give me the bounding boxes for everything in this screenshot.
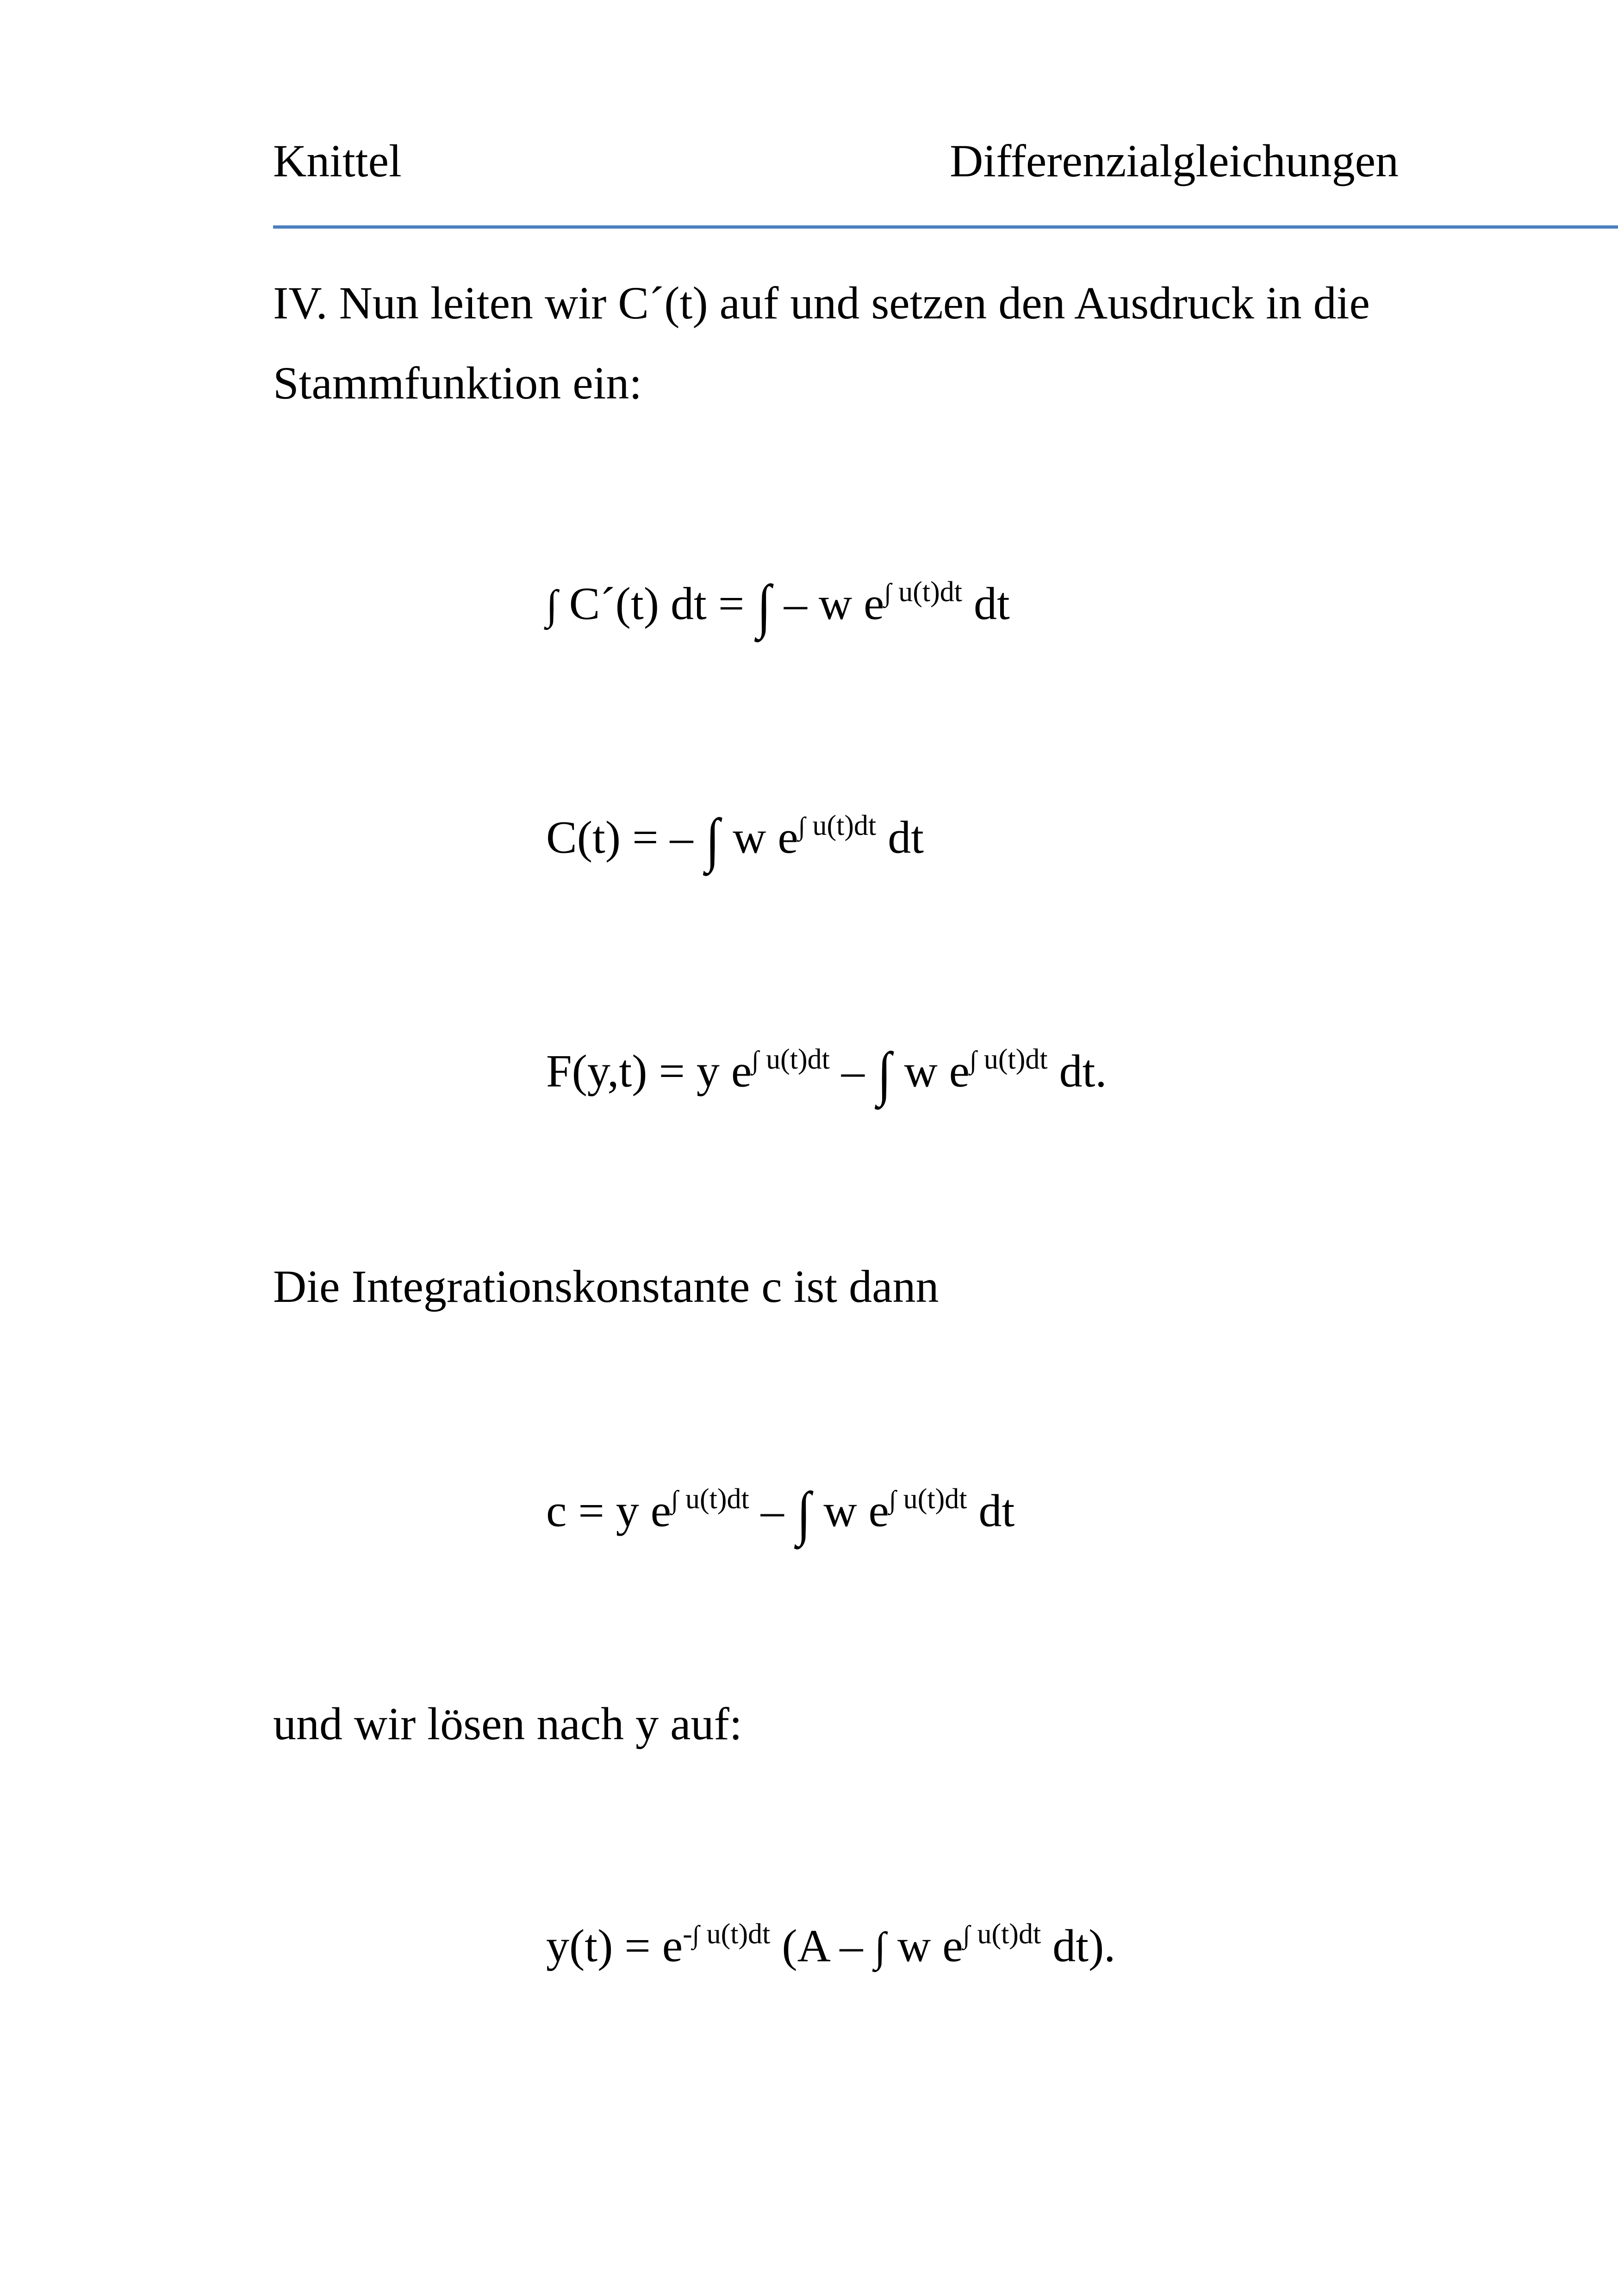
header-rule xyxy=(273,225,1618,229)
equation-5-exponent-1: -∫ u(t)dt xyxy=(683,1918,771,1950)
equation-1-dt: dt xyxy=(974,578,1010,629)
equation-5 xyxy=(546,1918,1116,1972)
equation-3-lhs: F(y,t) = y e xyxy=(546,1045,752,1097)
equation-3-minus: – xyxy=(841,1045,865,1097)
integral-sign: ∫ xyxy=(970,1045,977,1075)
paragraph-line-2: Stammfunktion ein: xyxy=(273,357,642,409)
equation-1-term: – w e xyxy=(784,578,884,629)
paragraph-line-3: Die Integrationskonstante c ist dann xyxy=(273,1261,939,1312)
integral-sign: ∫ xyxy=(877,1040,891,1107)
equation-1-lhs: C´(t) dt = xyxy=(569,578,745,629)
equation-5-dt: dt). xyxy=(1052,1920,1116,1972)
integral-sign: ∫ xyxy=(692,1921,700,1949)
integral-sign: ∫ xyxy=(874,1924,886,1971)
equation-3-exponent-1: ∫ u(t)dt xyxy=(752,1043,830,1075)
integral-sign: ∫ xyxy=(797,1480,811,1547)
equation-5-paren: (A – xyxy=(782,1920,863,1972)
equation-5-exponent-2: ∫ u(t)dt xyxy=(963,1918,1041,1950)
integral-sign: ∫ xyxy=(889,1485,896,1514)
integral-sign: ∫ xyxy=(706,807,720,873)
integral-sign: ∫ xyxy=(798,812,806,841)
equation-4-minus: – xyxy=(760,1485,784,1537)
equation-4-lhs: c = y e xyxy=(546,1485,672,1537)
equation-4-dt: dt xyxy=(978,1485,1015,1537)
equation-1-exponent: ∫ u(t)dt xyxy=(884,576,963,608)
header-title: Differenzialgleichungen xyxy=(950,135,1399,187)
integral-sign: ∫ xyxy=(757,573,772,640)
equation-5-lhs: y(t) = e xyxy=(546,1920,683,1972)
equation-2 xyxy=(546,807,924,873)
equation-4 xyxy=(546,1480,1015,1547)
equation-3-term: w e xyxy=(904,1045,970,1097)
paragraph-line-1: IV. Nun leiten wir C´(t) auf und setzen den Ausdruck in die xyxy=(273,277,1370,329)
equation-3-exponent-2: ∫ u(t)dt xyxy=(970,1043,1048,1075)
integral-sign: ∫ xyxy=(671,1485,678,1514)
equation-4-term: w e xyxy=(823,1485,889,1537)
paragraph-line-4: und wir lösen nach y auf: xyxy=(273,1698,742,1749)
integral-sign: ∫ xyxy=(752,1045,759,1075)
equation-3 xyxy=(546,1040,1107,1107)
equation-4-exponent-1: ∫ u(t)dt xyxy=(671,1483,749,1515)
equation-2-dt: dt xyxy=(888,811,924,863)
equation-2-term: w e xyxy=(733,811,798,863)
equation-4-exponent-2: ∫ u(t)dt xyxy=(889,1483,967,1515)
equation-1 xyxy=(546,573,1010,640)
integral-sign: ∫ xyxy=(963,1921,970,1949)
integral-sign: ∫ xyxy=(546,582,558,628)
equation-5-term: w e xyxy=(897,1920,963,1972)
equation-2-exponent: ∫ u(t)dt xyxy=(798,809,877,841)
integral-sign: ∫ xyxy=(884,578,891,607)
header-author: Knittel xyxy=(273,135,402,187)
equation-3-dt: dt. xyxy=(1059,1045,1107,1097)
equation-2-lhs: C(t) = – xyxy=(546,811,693,863)
